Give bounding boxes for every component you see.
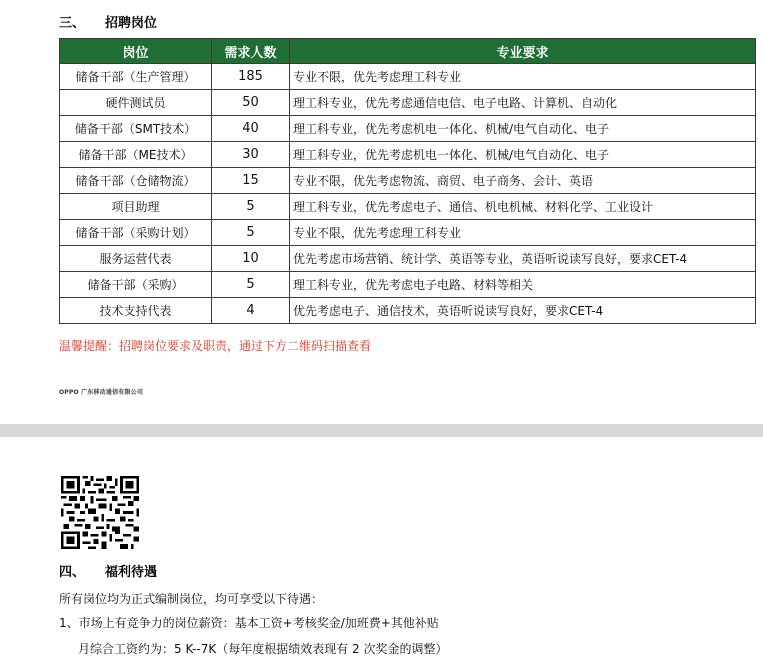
section-title: 招聘岗位 [105,16,158,31]
cell-requirement: 理工科专业，优先考虑电子电路、材料等相关 [290,272,756,298]
header-count: 需求人数 [212,39,290,64]
welfare-item-1: 1、市场上有竞争力的岗位薪资：基本工资+考核奖金/加班费+其他补贴 [59,616,439,630]
cell-requirement: 优先考虑市场营销、统计学、英语等专业，英语听说读写良好，要求CET-4 [290,246,756,272]
cell-position: 技术支持代表 [60,298,212,324]
cell-requirement: 理工科专业，优先考虑机电一体化、机械/电气自动化、电子 [290,142,756,168]
cell-position: 储备干部（SMT技术） [60,116,212,142]
cell-position: 硬件测试员 [60,90,212,116]
cell-position: 储备干部（采购计划） [60,220,212,246]
cell-count: 185 [212,64,290,90]
cell-count: 50 [212,90,290,116]
cell-requirement: 专业不限，优先考虑物流、商贸、电子商务、会计、英语 [290,168,756,194]
document-page-bottom [0,437,763,666]
header-position: 岗位 [60,39,212,64]
cell-position: 储备干部（仓储物流） [60,168,212,194]
section-title: 福利待遇 [105,565,158,580]
table-row [60,90,756,116]
cell-count: 5 [212,194,290,220]
welfare-item-1-detail: 月综合工资约为：5 K--7K（每年度根据绩效表现有 2 次奖金的调整） [78,642,448,656]
table-row [60,168,756,194]
table-row [60,142,756,168]
cell-count: 30 [212,142,290,168]
cell-requirement: 优先考虑电子、通信技术，英语听说读写良好，要求CET-4 [290,298,756,324]
cell-position: 服务运营代表 [60,246,212,272]
cell-count: 5 [212,220,290,246]
cell-position: 储备干部（ME技术） [60,142,212,168]
cell-requirement: 专业不限，优先考虑理工科专业 [290,64,756,90]
table-row [60,64,756,90]
cell-requirement: 理工科专业，优先考虑机电一体化、机械/电气自动化、电子 [290,116,756,142]
cell-requirement: 专业不限，优先考虑理工科专业 [290,220,756,246]
table-row [60,220,756,246]
cell-position: 储备干部（生产管理） [60,64,212,90]
header-requirement: 专业要求 [290,39,756,64]
section-heading-welfare [59,561,157,580]
table-row [60,116,756,142]
cell-requirement: 理工科专业，优先考虑通信电信、电子电路、计算机、自动化 [290,90,756,116]
cell-count: 10 [212,246,290,272]
cell-count: 5 [212,272,290,298]
cell-count: 15 [212,168,290,194]
table-row [60,246,756,272]
company-name: OPPO 广东移动通信有限公司 [59,389,144,396]
cell-position: 储备干部（采购） [60,272,212,298]
table-row [60,298,756,324]
cell-count: 4 [212,298,290,324]
table-header-row [60,39,756,64]
welfare-intro: 所有岗位均为正式编制岗位，均可享受以下待遇： [59,592,324,606]
table-row [60,272,756,298]
cell-count: 40 [212,116,290,142]
table-body [60,64,756,324]
page-separator [0,424,763,437]
section-number: 四、 [59,565,86,580]
recruitment-table [59,38,756,324]
cell-requirement: 理工科专业，优先考虑电子、通信、机电机械、材料化学、工业设计 [290,194,756,220]
cell-position: 项目助理 [60,194,212,220]
section-heading-recruitment [59,12,157,31]
qr-code[interactable] [61,476,139,549]
section-number: 三、 [59,16,86,31]
notice-text: 温馨提醒：招聘岗位要求及职责，通过下方二维码扫描查看 [59,339,372,353]
table-row [60,194,756,220]
